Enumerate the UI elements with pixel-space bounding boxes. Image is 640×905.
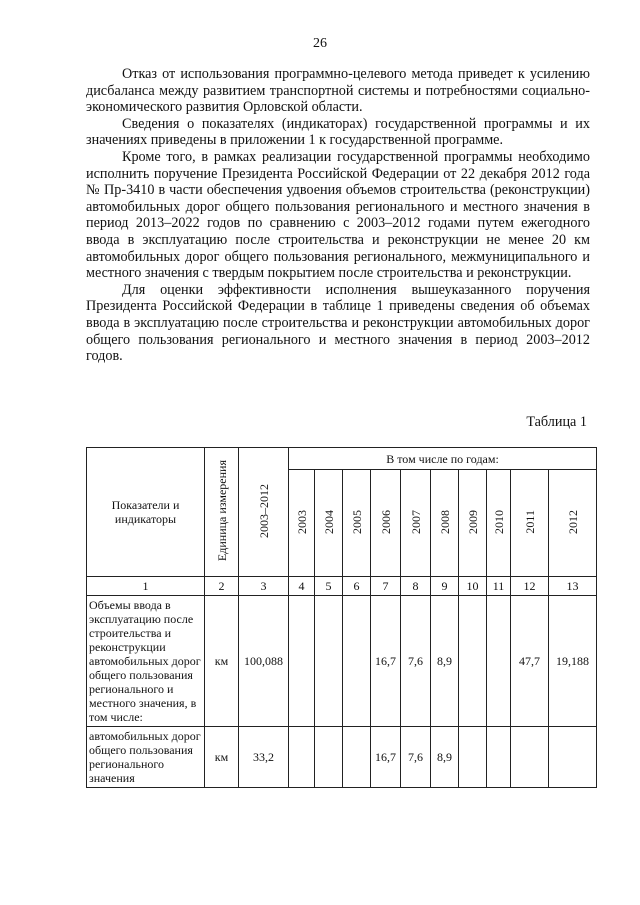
column-number: 4 <box>289 577 315 596</box>
column-number: 13 <box>549 577 597 596</box>
header-unit <box>205 448 239 577</box>
row-year-value: 7,6 <box>401 727 431 788</box>
column-number: 1 <box>87 577 205 596</box>
header-period <box>239 448 289 577</box>
paragraph: Сведения о показателях (индикаторах) государственной программы и их значениях приведены в приложении 1 к государственной программе. <box>86 115 590 149</box>
table-row <box>87 727 597 788</box>
row-year-value <box>315 596 343 727</box>
row-unit: км <box>205 596 239 727</box>
row-year-value: 16,7 <box>371 727 401 788</box>
column-number: 7 <box>371 577 401 596</box>
row-total: 100,088 <box>239 596 289 727</box>
header-year: 2005 <box>343 470 371 577</box>
header-period-label: 2003–2012 <box>256 483 271 538</box>
data-table <box>86 447 597 788</box>
column-number: 8 <box>401 577 431 596</box>
column-number: 3 <box>239 577 289 596</box>
table-caption: Таблица 1 <box>526 414 587 430</box>
row-year-value <box>289 727 315 788</box>
header-year: 2007 <box>401 470 431 577</box>
header-by-years: В том числе по годам: <box>289 448 597 470</box>
row-year-value <box>459 727 487 788</box>
column-number-row <box>87 577 597 596</box>
header-year: 2004 <box>315 470 343 577</box>
paragraph: Для оценки эффективности исполнения вышеуказанного поручения Президента Российской Федерации в таблице 1 приведены сведения об объемах ввода в эксплуатацию после строительства и реконструкции автомобильных дорог общего пользования регионального и местного значения в период 2003–2012 годов. <box>86 281 590 365</box>
table-header-row <box>87 448 597 470</box>
paragraph: Кроме того, в рамках реализации государственной программы необходимо исполнить поручение Президента Российской Федерации от 22 декабря 2012 года № Пр-3410 в части обеспечения удвоения объемов строительства (реконструкции) автомобильных дорог общего пользования регионального и местного значения в период 2013–2022 годов по сравнению с 2003–2012 годами путем ежегодного ввода в эксплуатацию после строительства и реконструкции не менее 20 км автомобильных дорог общего пользования регионального, межмуниципального и местного значения с твердым покрытием после строительства и реконструкции. <box>86 148 590 282</box>
header-year: 2006 <box>371 470 401 577</box>
row-indicator-name: Объемы ввода в эксплуатацию после строительства и реконструкции автомобильных дорог общего пользования регионального и местного значения, в том числе: <box>87 596 205 727</box>
row-year-value <box>459 596 487 727</box>
column-number: 9 <box>431 577 459 596</box>
row-year-value: 19,188 <box>549 596 597 727</box>
row-year-value: 7,6 <box>401 596 431 727</box>
row-year-value <box>549 727 597 788</box>
header-year: 2012 <box>549 470 597 577</box>
column-number: 11 <box>487 577 511 596</box>
row-year-value <box>343 596 371 727</box>
row-year-value: 47,7 <box>511 596 549 727</box>
column-number: 5 <box>315 577 343 596</box>
row-total: 33,2 <box>239 727 289 788</box>
row-year-value: 8,9 <box>431 596 459 727</box>
page-number: 26 <box>313 36 327 51</box>
row-year-value <box>487 727 511 788</box>
row-year-value: 16,7 <box>371 596 401 727</box>
header-indicators: Показатели и индикаторы <box>87 448 205 577</box>
row-year-value <box>315 727 343 788</box>
row-unit: км <box>205 727 239 788</box>
column-number: 2 <box>205 577 239 596</box>
row-year-value <box>289 596 315 727</box>
row-year-value: 8,9 <box>431 727 459 788</box>
header-year: 2003 <box>289 470 315 577</box>
row-year-value <box>487 596 511 727</box>
header-year: 2008 <box>431 470 459 577</box>
header-year: 2010 <box>487 470 511 577</box>
column-number: 12 <box>511 577 549 596</box>
header-year: 2011 <box>511 470 549 577</box>
paragraph: Отказ от использования программно-целевого метода приведет к усилению дисбаланса между развитием транспортной системы и потребностями социально-экономического развития Орловской области. <box>86 66 590 116</box>
row-indicator-name: автомобильных дорог общего пользования регионального значения <box>87 727 205 788</box>
header-unit-label: Единица измерения <box>214 459 229 562</box>
row-year-value <box>511 727 549 788</box>
column-number: 10 <box>459 577 487 596</box>
table-row <box>87 596 597 727</box>
column-number: 6 <box>343 577 371 596</box>
header-year: 2009 <box>459 470 487 577</box>
row-year-value <box>343 727 371 788</box>
document-body <box>86 66 590 365</box>
